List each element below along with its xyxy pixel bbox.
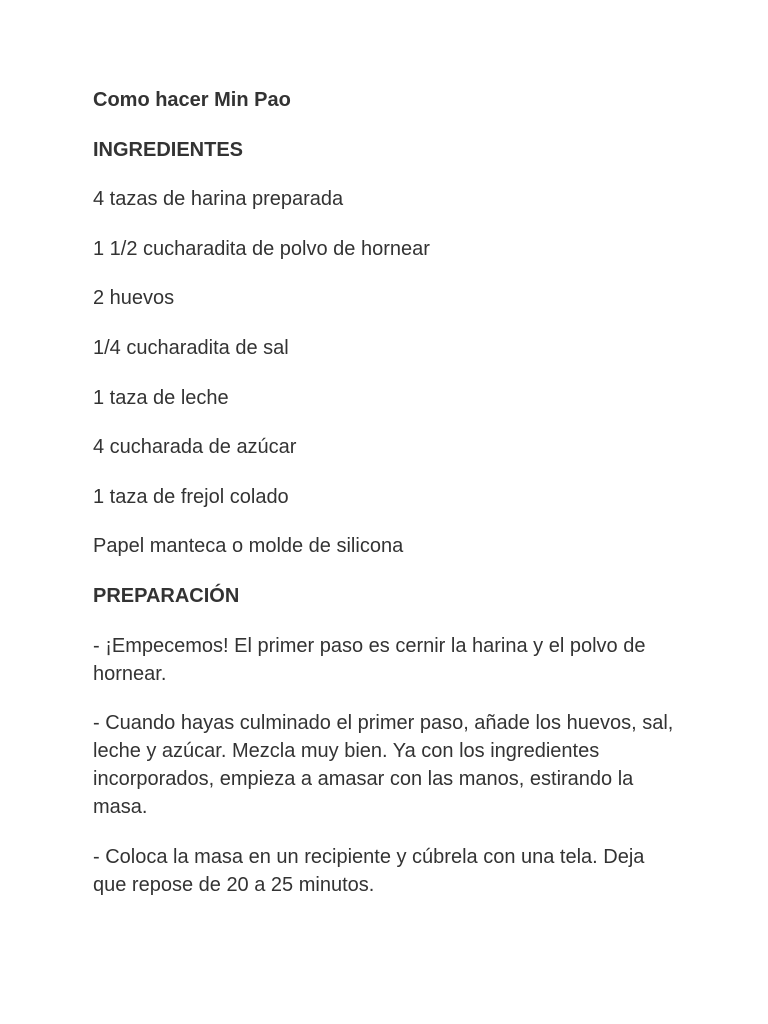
ingredient-item: 1 taza de leche — [93, 386, 229, 409]
preparation-step: - ¡Empecemos! El primer paso es cernir la harina y el polvo de hornear. — [93, 634, 646, 685]
ingredients-heading: INGREDIENTES — [93, 138, 244, 161]
preparation-step: - Cuando hayas culminado el primer paso, añade los huevos, sal, leche y azúcar. Mezcla muy bien. Ya con los ingredientes incorporados, empieza a amasar con las manos, estirando la masa. — [93, 712, 674, 819]
ingredient-item: 4 tazas de harina preparada — [93, 188, 344, 211]
preparation-step: - Coloca la masa en un recipiente y cúbrela con una tela. Deja que repose de 20 a 25 minutos. — [93, 845, 645, 896]
ingredient-item: Papel manteca o molde de silicona — [93, 535, 404, 558]
preparation-heading: PREPARACIÓN — [93, 584, 240, 607]
recipe-title: Como hacer Min Pao — [93, 89, 291, 111]
ingredient-item: 2 huevos — [93, 287, 175, 310]
recipe-document — [93, 86, 683, 920]
ingredient-item: 1 taza de frejol colado — [93, 485, 289, 508]
ingredient-item: 1/4 cucharadita de sal — [93, 336, 289, 359]
ingredient-item: 1 1/2 cucharadita de polvo de hornear — [93, 237, 430, 260]
ingredient-item: 4 cucharada de azúcar — [93, 436, 297, 459]
